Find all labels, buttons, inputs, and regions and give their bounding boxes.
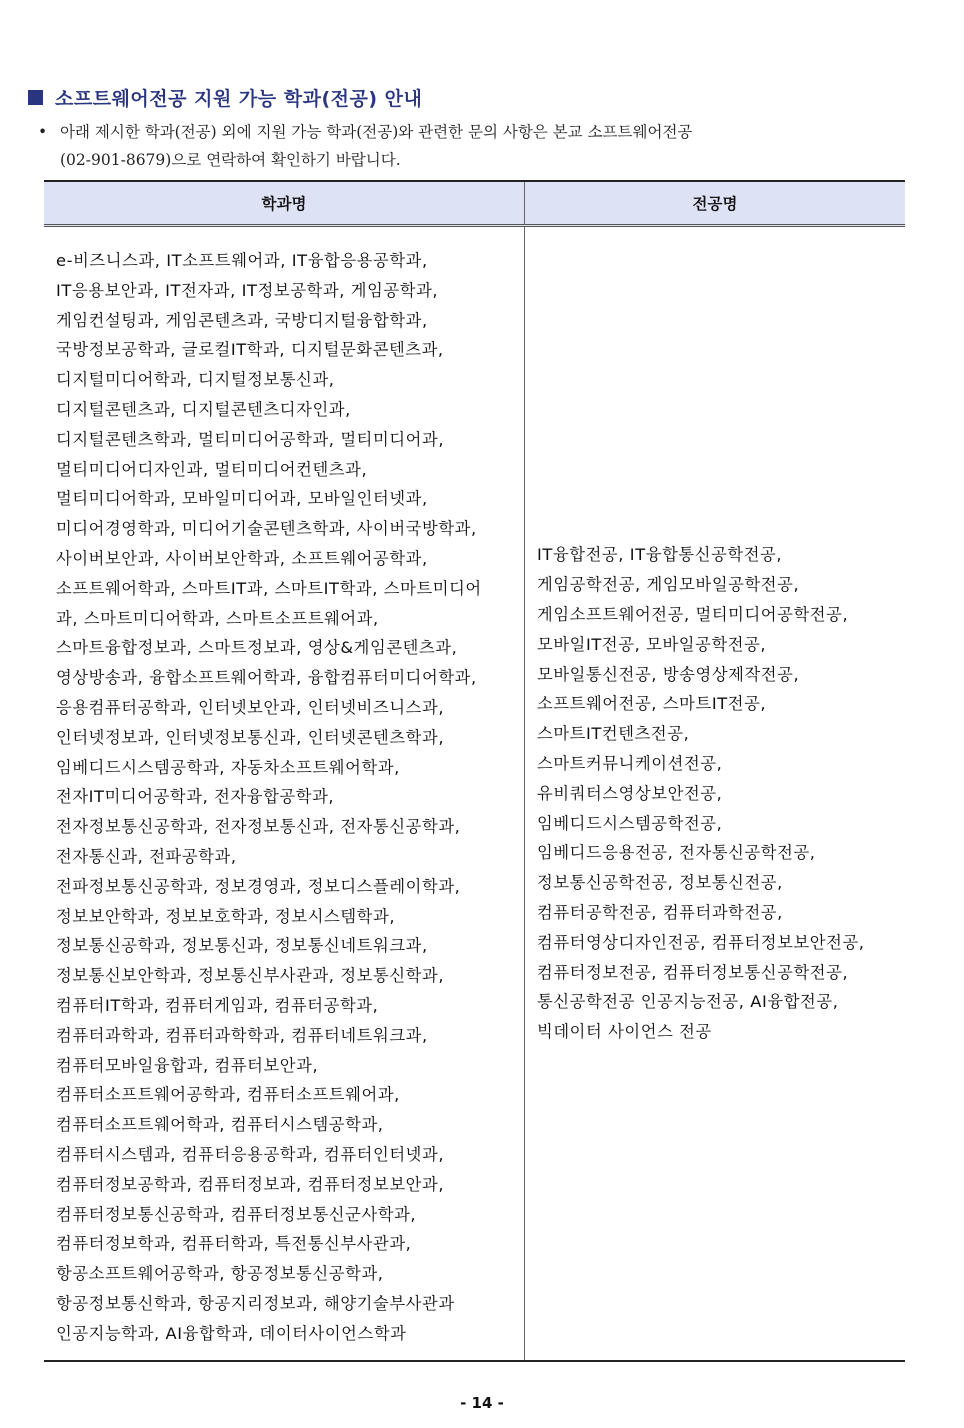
department-line: e-비즈니스과, IT소프트웨어과, IT융합응용공학과,: [56, 251, 428, 270]
department-list: [44, 226, 525, 1362]
page-number: - 14 -: [460, 1394, 504, 1412]
department-line: 컴퓨터소프트웨어학과, 컴퓨터시스템공학과,: [56, 1115, 384, 1135]
section-title-text: 소프트웨어전공 지원 가능 학과(전공) 안내: [55, 88, 423, 110]
department-line: 컴퓨터IT학과, 컴퓨터게임과, 컴퓨터공학과,: [56, 995, 379, 1015]
header-department: 학과명: [44, 181, 525, 226]
department-line: 컴퓨터정보공학과, 컴퓨터정보과, 컴퓨터정보보안과,: [56, 1174, 445, 1194]
intro-line-2: (02-901-8679)으로 연락하여 확인하기 바랍니다.: [60, 151, 401, 169]
eligible-majors-table: [44, 180, 905, 1362]
department-line: 디지털콘텐츠과, 디지털콘텐츠디자인과,: [56, 399, 351, 419]
major-line: 소프트웨어전공, 스마트IT전공,: [537, 694, 767, 714]
header-major: 전공명: [525, 181, 906, 226]
department-line: 컴퓨터소프트웨어공학과, 컴퓨터소프트웨어과,: [56, 1085, 400, 1105]
department-line: 과, 스마트미디어학과, 스마트소프트웨어과,: [56, 608, 379, 628]
department-line: 전자통신과, 전파공학과,: [56, 846, 237, 866]
department-line: 미디어경영학과, 미디어기술콘텐츠학과, 사이버국방학과,: [56, 519, 477, 539]
major-line: 빅데이터 사이언스 전공: [537, 1022, 712, 1042]
department-line: 항공소프트웨어공학과, 항공정보통신공학과,: [56, 1264, 384, 1284]
department-line: 컴퓨터정보학과, 컴퓨터학과, 특전통신부사관과,: [56, 1234, 412, 1254]
department-line: 멀티미디어디자인과, 멀티미디어컨텐츠과,: [56, 459, 368, 479]
major-list: [525, 226, 906, 1362]
department-line: 디지털미디어학과, 디지털정보통신과,: [56, 370, 335, 390]
department-line: 컴퓨터모바일융합과, 컴퓨터보안과,: [56, 1055, 319, 1075]
department-line: 디지털콘텐츠학과, 멀티미디어공학과, 멀티미디어과,: [56, 429, 445, 449]
department-line: 게임컨설팅과, 게임콘텐츠과, 국방디지털융합학과,: [56, 310, 428, 330]
section-title: [28, 84, 422, 111]
department-line: 응용컴퓨터공학과, 인터넷보안과, 인터넷비즈니스과,: [56, 697, 445, 717]
department-line: 항공정보통신학과, 항공지리정보과, 해양기술부사관과: [56, 1293, 455, 1313]
department-line: 컴퓨터시스템과, 컴퓨터응용공학과, 컴퓨터인터넷과,: [56, 1144, 445, 1164]
department-line: 전자정보통신공학과, 전자정보통신과, 전자통신공학과,: [56, 817, 461, 837]
department-line: 컴퓨터과학과, 컴퓨터과학학과, 컴퓨터네트워크과,: [56, 1025, 428, 1045]
bullet-icon: •: [38, 123, 48, 141]
major-line: IT융합전공, IT융합통신공학전공,: [537, 545, 783, 565]
department-line: 국방정보공학과, 글로컬IT학과, 디지털문화콘텐츠과,: [56, 340, 444, 360]
intro-line-1: 아래 제시한 학과(전공) 외에 지원 가능 학과(전공)와 관련한 문의 사항은 본교 소프트웨어전공: [60, 123, 693, 141]
major-line: 정보통신공학전공, 정보통신전공,: [537, 873, 783, 893]
major-line: 임베디드시스템공학전공,: [537, 813, 723, 833]
department-line: 인공지능학과, AI융합학과, 데이터사이언스학과: [56, 1323, 407, 1343]
department-line: 사이버보안과, 사이버보안학과, 소프트웨어공학과,: [56, 548, 428, 568]
department-line: 멀티미디어학과, 모바일미디어과, 모바일인터넷과,: [56, 489, 428, 509]
department-line: 임베디드시스템공학과, 자동차소프트웨어학과,: [56, 757, 400, 777]
department-line: 정보통신공학과, 정보통신과, 정보통신네트워크과,: [56, 936, 428, 956]
major-line: 컴퓨터정보전공, 컴퓨터정보통신공학전공,: [537, 962, 849, 982]
department-line: 인터넷정보과, 인터넷정보통신과, 인터넷콘텐츠학과,: [56, 727, 445, 747]
major-line: 임베디드응용전공, 전자통신공학전공,: [537, 843, 816, 863]
intro-note: [38, 118, 918, 174]
department-line: 전자IT미디어공학과, 전자융합공학과,: [56, 787, 335, 807]
department-line: 컴퓨터정보통신공학과, 컴퓨터정보통신군사학과,: [56, 1204, 417, 1224]
major-line: 모바일IT전공, 모바일공학전공,: [537, 634, 767, 654]
major-line: 모바일통신전공, 방송영상제작전공,: [537, 664, 800, 684]
department-line: 스마트융합정보과, 스마트정보과, 영상&게임콘텐츠과,: [56, 638, 458, 658]
department-line: IT응용보안과, IT전자과, IT정보공학과, 게임공학과,: [56, 280, 439, 300]
table-row: [44, 226, 905, 1362]
major-line: 컴퓨터공학전공, 컴퓨터과학전공,: [537, 903, 783, 923]
table-header-row: [44, 181, 905, 226]
square-bullet-icon: [28, 90, 43, 105]
department-line: 소프트웨어학과, 스마트IT과, 스마트IT학과, 스마트미디어: [56, 578, 482, 598]
major-line: 통신공학전공 인공지능전공, AI융합전공,: [537, 992, 839, 1012]
major-line: 스마트커뮤니케이션전공,: [537, 754, 723, 774]
department-line: 정보보안학과, 정보보호학과, 정보시스템학과,: [56, 906, 396, 926]
major-line: 스마트IT컨텐츠전공,: [537, 724, 690, 744]
department-line: 전파정보통신공학과, 정보경영과, 정보디스플레이학과,: [56, 876, 461, 896]
major-line: 게임소프트웨어전공, 멀티미디어공학전공,: [537, 605, 849, 625]
major-line: 게임공학전공, 게임모바일공학전공,: [537, 575, 800, 595]
department-line: 영상방송과, 융합소프트웨어학과, 융합컴퓨터미디어학과,: [56, 668, 477, 688]
major-line: 유비쿼터스영상보안전공,: [537, 783, 723, 803]
major-line: 컴퓨터영상디자인전공, 컴퓨터정보보안전공,: [537, 932, 865, 952]
department-line: 정보통신보안학과, 정보통신부사관과, 정보통신학과,: [56, 966, 445, 986]
